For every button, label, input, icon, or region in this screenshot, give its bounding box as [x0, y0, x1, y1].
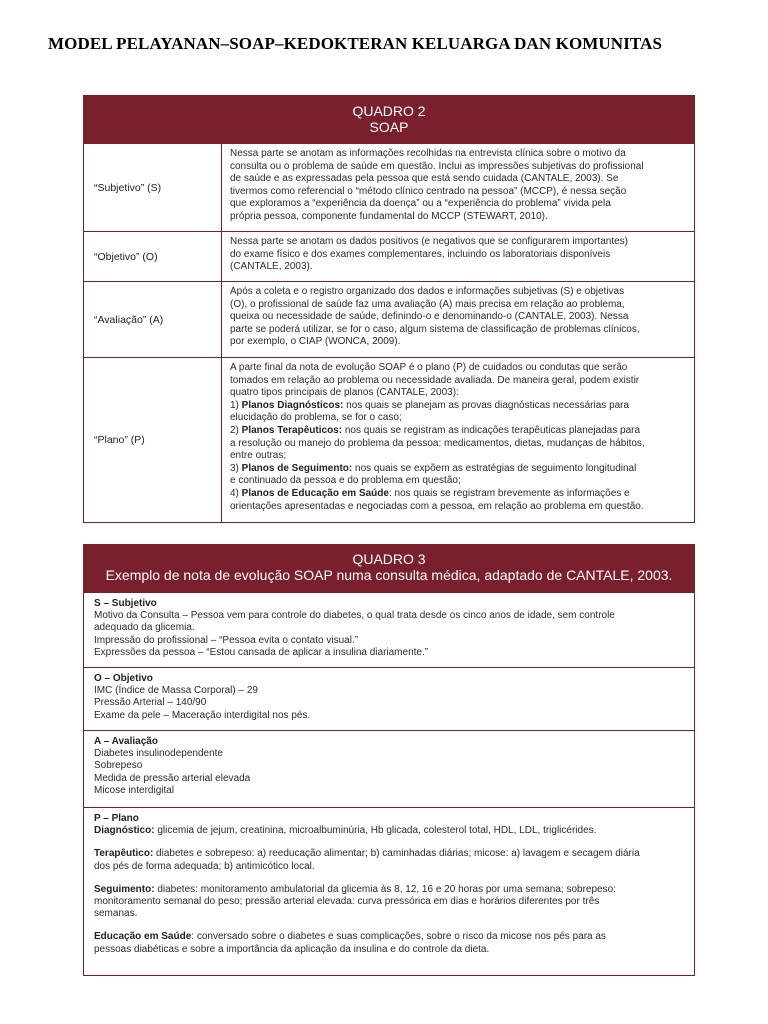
- text-line: Micose interdigital: [94, 784, 175, 796]
- item-number: 1): [230, 399, 242, 411]
- text-line: por exemplo, o CIAP (WONCA, 2009).: [230, 336, 401, 348]
- text-line: nos quais se expõem as estratégias de seguimento longitudinal: [352, 462, 637, 474]
- plan-paragraph-terapeutico: [94, 848, 684, 872]
- row-text-avaliacao: [222, 282, 694, 357]
- text-line: tomados em relação ao problema ou necessidade avaliada. De maneira geral, podem existir: [230, 374, 640, 386]
- text-line: Pressão Arterial – 140/90: [94, 697, 207, 709]
- text-line: Impressão do profissional – “Pessoa evita o contato visual.”: [94, 634, 359, 646]
- soap-row-objetivo: [84, 231, 694, 281]
- text-line: IMC (Índice de Massa Corporal) – 29: [94, 685, 258, 697]
- soap-row-subjetivo: [84, 143, 694, 231]
- text-line: do exame físico e dos exames complementares, incluindo os laboratoriais disponíveis: [230, 248, 611, 260]
- text-line: : nos quais se registram brevemente as informações e: [388, 487, 630, 499]
- item-number: 3): [230, 462, 242, 474]
- example-section-objetivo: [84, 667, 694, 730]
- text-line: diabetes: monitoramento ambulatorial da glicemia às 8, 12, 16 e 20 horas por uma semana; sobrepeso:: [154, 883, 616, 895]
- soap-row-plano: [84, 357, 694, 522]
- item-number: 2): [230, 424, 242, 436]
- text-line: Nessa parte se anotam as informações recolhidas na entrevista clínica sobre o motivo da: [230, 148, 626, 159]
- plan-item-seguimento: [230, 463, 686, 476]
- text-line: a resolução ou manejo do problema da pessoa: medicamentos, dietas, mudanças de hábitos,: [230, 437, 645, 449]
- quadro-2-subheading: SOAP: [369, 119, 409, 135]
- row-label-avaliacao: “Avaliação” (A): [84, 282, 222, 357]
- text-line: Motivo da Consulta – Pessoa vem para controle do diabetes, o qual trata desde os cinco anos de idade, sem controle: [94, 610, 615, 622]
- example-section-plano: [84, 807, 694, 975]
- quadro-3-subheading: Exemplo de nota de evolução SOAP numa consulta médica, adaptado de CANTALE, 2003.: [105, 567, 673, 583]
- text-line: entre outras;: [230, 450, 287, 462]
- text-line: Exame da pele – Maceração interdigital nos pés.: [94, 709, 311, 721]
- example-section-avaliacao: [84, 730, 694, 807]
- quadro-3-header: [84, 545, 694, 592]
- quadro-2-table: [83, 95, 695, 523]
- section-heading: P – Plano: [94, 813, 139, 824]
- text-line: A parte final da nota de evolução SOAP é o plano (P) de cuidados ou condutas que serão: [230, 362, 628, 373]
- plan-item-terapeuticos: [230, 425, 686, 438]
- text-line: diabetes e sobrepeso: a) reeducação alimentar; b) caminhadas diárias; micose: a) lavagem e secagem diária: [153, 848, 640, 860]
- plan-item-educacao: [230, 488, 686, 501]
- text-line: (O), o profissional de saúde faz uma avaliação (A) mais precisa em relação ao problema,: [230, 298, 625, 310]
- text-line: e continuado da pessoa e do problema em questão;: [230, 475, 461, 487]
- text-line: semanas.: [94, 908, 138, 920]
- text-line: Após a coleta e o registro organizado dos dados e informações subjetivas (S) e objetivas: [230, 286, 625, 297]
- text-line: de saúde e as expressadas pela pessoa que está sendo cuidada (CANTALE, 2003). Se: [230, 173, 619, 185]
- example-section-subjetivo: [84, 592, 694, 667]
- text-line: : conversado sobre o diabetes e suas complicações, sobre o risco da micose nos pés para as: [191, 931, 606, 943]
- text-line: nos quais se registram as indicações terapêuticas planejadas para: [342, 424, 641, 436]
- section-heading: A – Avaliação: [94, 736, 158, 747]
- text-line: Medida de pressão arterial elevada: [94, 772, 251, 784]
- item-bold-label: Planos de Educação em Saúde: [241, 487, 389, 499]
- text-line: nos quais se planejam as provas diagnósticas necessárias para: [343, 399, 630, 411]
- text-line: (CANTALE, 2003).: [230, 261, 313, 273]
- text-line: adequado da glicemia.: [94, 622, 195, 634]
- item-number: 4): [230, 487, 242, 499]
- text-line: Expressões da pessoa – “Estou cansada de aplicar a insulina diariamente.”: [94, 646, 429, 658]
- plan-paragraph-seguimento: [94, 884, 684, 921]
- text-line: quatro tipos principais de planos (CANTALE, 2003):: [230, 387, 459, 399]
- text-line: monitoramento semanal do peso; pressão arterial elevada: curva pressórica em dias e horários diferentes por três: [94, 896, 600, 908]
- item-bold-label: Planos de Seguimento:: [241, 462, 353, 474]
- item-bold-label: Planos Diagnósticos:: [241, 399, 344, 411]
- text-line: Sobrepeso: [94, 760, 143, 772]
- row-text-subjetivo: [222, 144, 694, 231]
- plan-paragraph-educacao: [94, 931, 684, 955]
- quadro-2-header: [84, 96, 694, 143]
- document-title: MODEL PELAYANAN–SOAP–KEDOKTERAN KELUARGA DAN KOMUNITAS: [48, 34, 663, 53]
- plan-item-diagnosticos: [230, 400, 686, 413]
- paragraph-bold-label: Seguimento:: [94, 883, 155, 895]
- text-line: queixa ou necessidade de saúde, definindo-o e denominando-o (CANTALE, 2003). Nessa: [230, 311, 629, 323]
- quadro-3-heading: QUADRO 3: [352, 551, 426, 567]
- text-line: parte se poderá utilizar, se for o caso, algum sistema de classificação de problemas clínicos,: [230, 323, 640, 335]
- text-line: tivermos como referencial o “método clínico centrado na pessoa” (MCCP), é nessa seção: [230, 185, 627, 197]
- text-line: própria pessoa, componente fundamental do MCCP (STEWART, 2010).: [230, 210, 548, 222]
- paragraph-bold-label: Terapêutico:: [94, 848, 154, 860]
- row-label-plano: “Plano” (P): [84, 358, 222, 522]
- text-line: consulta ou o problema de saúde em questão. Inclui as impressões subjetivas do profissional: [230, 160, 644, 172]
- item-bold-label: Planos Terapêuticos:: [241, 424, 343, 436]
- section-heading: O – Objetivo: [94, 673, 153, 684]
- text-line: dos pés de forma adequada; b) antimicótico local.: [94, 860, 315, 872]
- text-line: orientações apresentadas e negociadas com a pessoa, em relação ao problema em questão.: [230, 500, 644, 512]
- quadro-2-heading: QUADRO 2: [352, 103, 426, 119]
- quadro-3-table: [83, 544, 695, 976]
- paragraph-bold-label: Diagnóstico:: [94, 825, 155, 837]
- text-line: glicemia de jejum, creatinina, microalbuminúria, Hb glicada, colesterol total, HDL, LDL, triglicérides.: [154, 825, 597, 837]
- row-label-objetivo: “Objetivo” (O): [84, 232, 222, 281]
- text-line: que exploramos a “experiência da doença” ou a “experiência do problema” vivida pela: [230, 198, 611, 210]
- soap-row-avaliacao: [84, 281, 694, 357]
- row-text-objetivo: [222, 232, 694, 281]
- section-heading: S – Subjetivo: [94, 598, 157, 609]
- text-line: Nessa parte se anotam os dados positivos (e negativos que se configurarem importantes): [230, 236, 628, 247]
- text-line: pessoas diabéticas e sobre a importância da aplicação da insulina e do controle da dieta.: [94, 943, 490, 955]
- text-line: elucidação do problema, se for o caso;: [230, 412, 402, 424]
- paragraph-bold-label: Educação em Saúde: [94, 931, 192, 943]
- row-label-subjetivo: “Subjetivo” (S): [84, 144, 222, 231]
- plan-paragraph-diagnostico: [94, 825, 684, 837]
- row-text-plano: [222, 358, 694, 522]
- text-line: Diabetes insulinodependente: [94, 748, 223, 760]
